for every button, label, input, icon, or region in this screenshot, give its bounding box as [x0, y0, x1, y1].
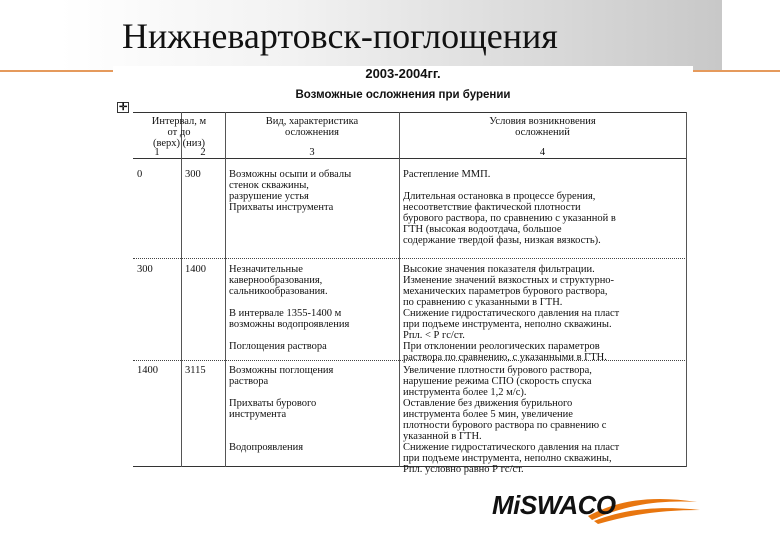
row3-complications: Возможны поглощения раствора Прихваты бурового инструмента Водопроявления — [229, 365, 334, 453]
row3-to: 3115 — [185, 365, 206, 376]
col-divider — [181, 112, 182, 467]
scanned-document — [113, 66, 693, 475]
slide-title: Нижневартовск-поглощения — [122, 16, 558, 56]
row2-to: 1400 — [185, 264, 206, 275]
table-header-divider — [133, 158, 687, 159]
row1-from: 0 — [137, 169, 143, 180]
header-col3-num: 3 — [309, 147, 315, 158]
row-divider — [133, 258, 687, 259]
header-col4-num: 4 — [539, 147, 546, 158]
col-divider — [399, 112, 400, 467]
table-move-icon: ✛ — [119, 102, 128, 113]
row1-complications: Возможны осыпи и обвалы стенок скважины, разрушение устья Прихваты инструмента — [229, 169, 352, 213]
header-col1-num: 1 — [154, 147, 160, 158]
document-years: 2003-2004гг. — [365, 66, 441, 81]
col-divider — [686, 112, 687, 467]
table-border-top — [133, 112, 687, 113]
row2-conditions: Высокие значения показателя фильтрации. Изменение значений вязкостных и структурно- механических параметров бурового раствора, по сравнению с указанными в ГТН. Снижение гидростатического давления на пласт при подъеме инструмента, неполно скважины. Рпл. < Р гс/ст. При отклонении реологических параметров раствора по сравнению, с указанными в ГТН. — [403, 264, 620, 363]
header-col2-num: 2 — [200, 147, 206, 158]
logo-text: MiSWACO — [492, 490, 616, 520]
row1-to: 300 — [185, 169, 201, 180]
header-conditions: Условия возникновения осложнений — [489, 116, 596, 138]
row1-conditions: Растепление ММП. Длительная остановка в процессе бурения, несоответствие фактической плотности бурового раствора, по сравнению с указанной в ГТН (высокая водоотдача, большое содержание твердой фазы, низкая вязкость). — [403, 169, 616, 246]
col-divider — [225, 112, 226, 467]
row2-complications: Незначительные кавернообразования, сальникообразования. В интервале 1355-1400 м возможны водопроявления Поглощения раствора — [229, 264, 350, 352]
header-interval: Интервал, м от до (верх) (низ) — [151, 116, 207, 149]
row2-from: 300 — [137, 264, 153, 275]
row3-from: 1400 — [137, 365, 158, 376]
row3-conditions: Увеличение плотности бурового раствора, нарушение режима СПО (скорость спуска инструмента более 1,2 м/с). Оставление без движения бурильного инструмента более 5 мин, увеличение плотности бурового раствора по сравнению с указанной в ГТН. Снижение гидростатического давления на пласт при подъеме инструмента, неполно скважины, Рпл. условно равно Р гс/ст. — [403, 365, 620, 475]
header-complication: Вид, характеристика осложнения — [265, 116, 359, 138]
miswaco-logo — [492, 490, 702, 526]
complications-table — [133, 112, 687, 475]
document-subtitle: Возможные осложнения при бурении — [295, 89, 511, 101]
